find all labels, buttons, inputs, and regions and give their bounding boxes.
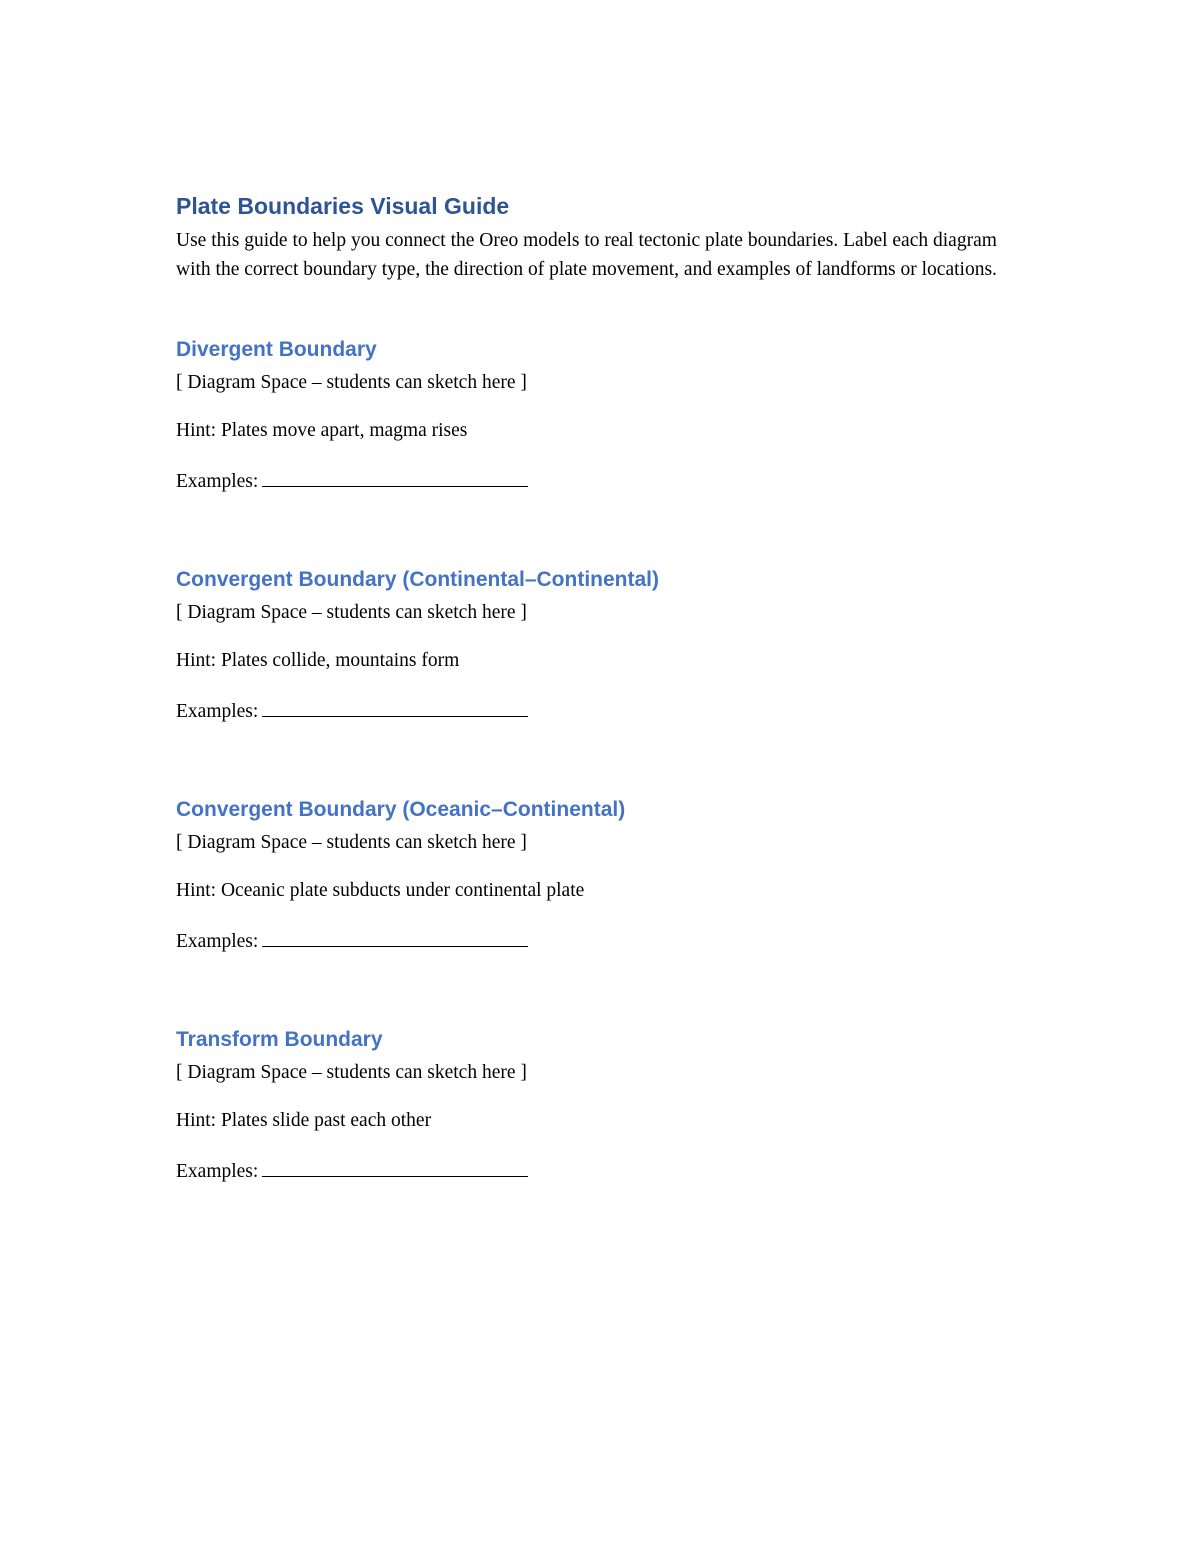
examples-blank[interactable] [262,926,528,947]
diagram-space-placeholder: [ Diagram Space – students can sketch here ] [176,832,527,853]
examples-line [176,926,528,956]
document-title: Plate Boundaries Visual Guide [176,193,510,219]
examples-line [176,696,528,726]
intro-paragraph: Use this guide to help you connect the Oreo models to real tectonic plate boundaries. Label each diagram with the correct boundary type, the direction of plate movement, and examples of landforms or locations. [176,230,997,280]
section-heading: Convergent Boundary (Continental–Continental) [176,568,659,591]
hint-text: Hint: Plates slide past each other [176,1110,432,1131]
examples-line [176,1156,528,1186]
section-heading: Transform Boundary [176,1028,383,1051]
diagram-space-placeholder: [ Diagram Space – students can sketch here ] [176,1062,527,1083]
examples-blank[interactable] [262,466,528,487]
examples-label: Examples: [176,701,259,722]
section-heading: Convergent Boundary (Oceanic–Continental) [176,798,626,821]
examples-label: Examples: [176,1161,259,1182]
examples-label: Examples: [176,931,259,952]
diagram-space-placeholder: [ Diagram Space – students can sketch here ] [176,372,527,393]
examples-line [176,466,528,496]
examples-label: Examples: [176,471,259,492]
hint-text: Hint: Plates collide, mountains form [176,650,460,671]
hint-text: Hint: Oceanic plate subducts under continental plate [176,880,585,901]
examples-blank[interactable] [262,1156,528,1177]
examples-blank[interactable] [262,696,528,717]
hint-text: Hint: Plates move apart, magma rises [176,420,468,441]
diagram-space-placeholder: [ Diagram Space – students can sketch here ] [176,602,527,623]
section-heading: Divergent Boundary [176,338,377,361]
